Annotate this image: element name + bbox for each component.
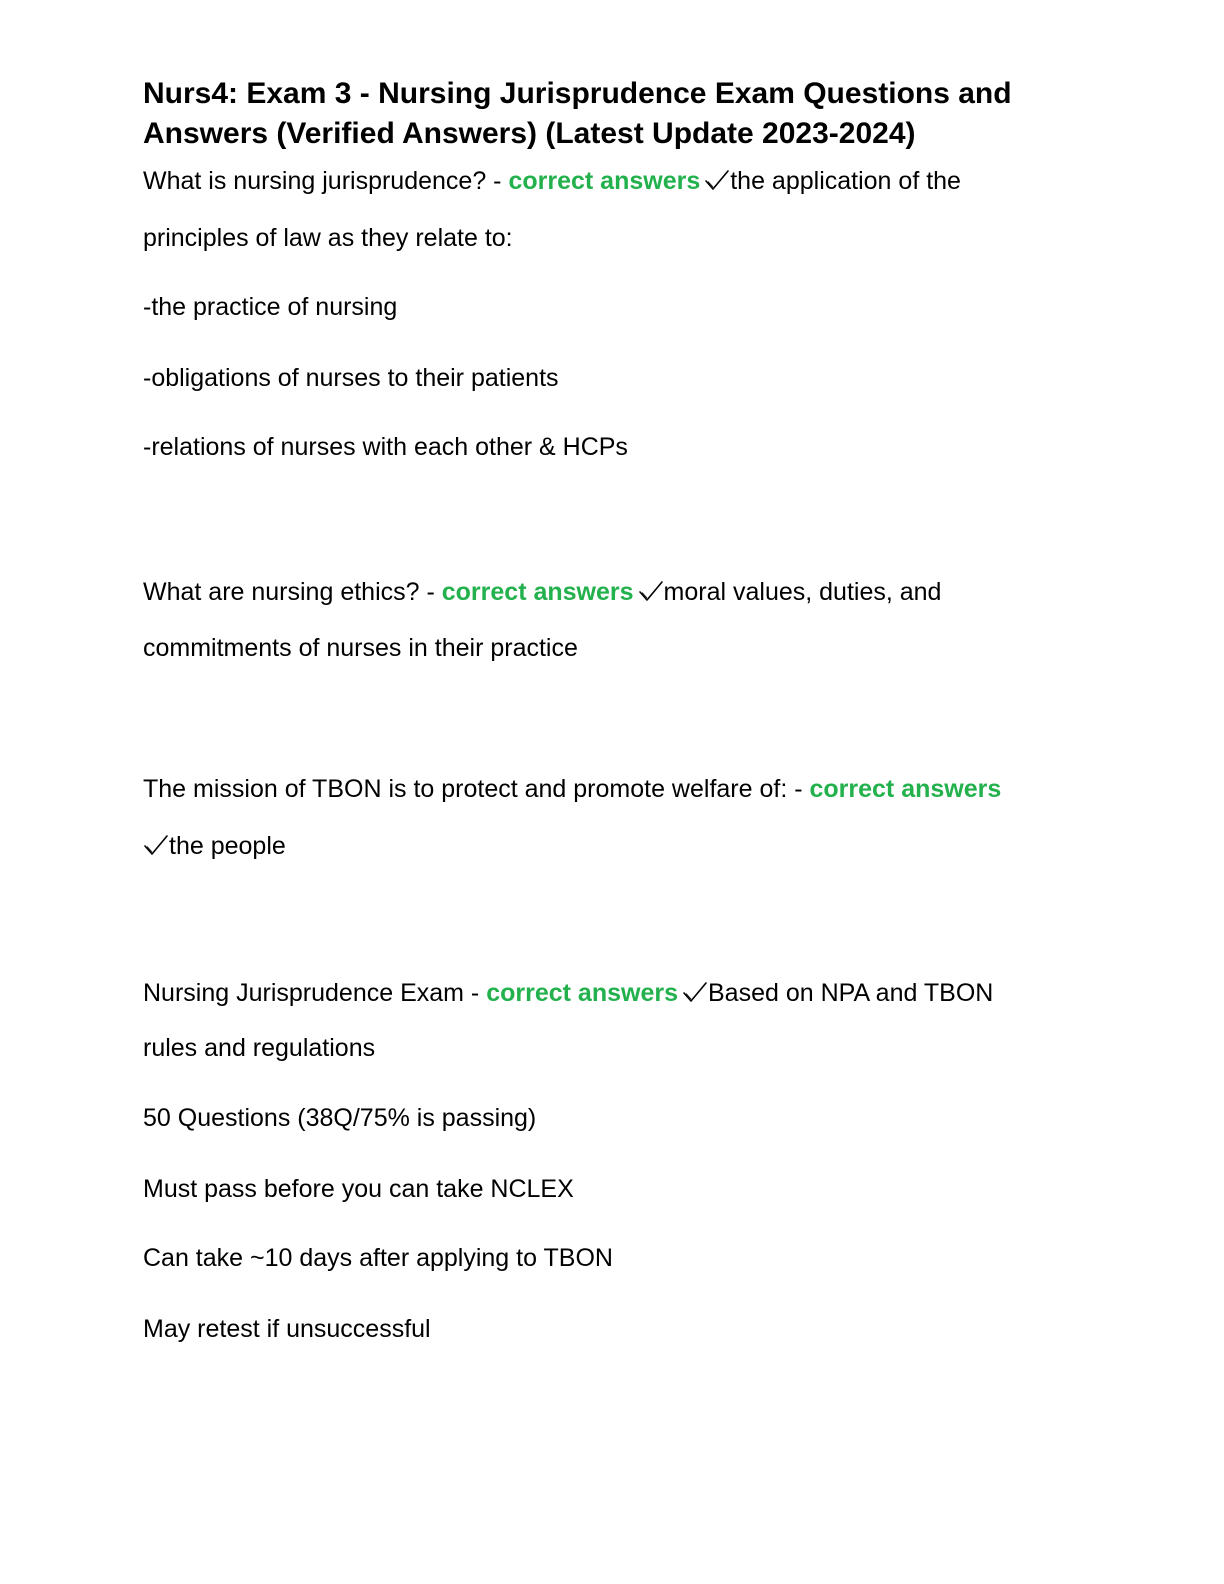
qa-item-3-answer-line (143, 829, 286, 863)
question-text: What is nursing jurisprudence? - (143, 167, 509, 195)
question-text: The mission of TBON is to protect and promote welfare of: - (143, 775, 810, 803)
answer-label: correct answers (486, 979, 678, 1007)
check-mark-icon (682, 980, 708, 1004)
answer-text: moral values, duties, and (663, 578, 942, 606)
check-mark-icon (638, 579, 664, 603)
answer-label: correct answers (809, 775, 1002, 803)
answer-line: -relations of nurses with each other & HCPs (143, 433, 628, 461)
answer-text: Based on NPA and TBON (707, 979, 994, 1007)
answer-line: May retest if unsuccessful (143, 1315, 431, 1343)
qa-item-4-question-line (143, 976, 993, 1010)
question-text: Nursing Jurisprudence Exam - (143, 979, 487, 1007)
answer-line: principles of law as they relate to: (143, 224, 513, 252)
answer-label: correct answers (508, 167, 701, 195)
answer-text: the people (169, 832, 286, 860)
qa-item-3-question-line (143, 772, 1001, 806)
document-title: Nurs4: Exam 3 - Nursing Jurisprudence Exam Questions and Answers (Verified Answers) (Latest Update 2023-2024) (143, 77, 1012, 150)
answer-text: the application of the (730, 167, 961, 195)
check-mark-icon (704, 168, 730, 192)
check-mark-icon (143, 833, 169, 857)
answer-line: 50 Questions (38Q/75% is passing) (143, 1104, 537, 1132)
answer-line: -obligations of nurses to their patients (143, 364, 559, 392)
answer-line: -the practice of nursing (143, 293, 398, 321)
answer-line: Can take ~10 days after applying to TBON (143, 1244, 613, 1272)
question-text: What are nursing ethics? - (143, 578, 442, 606)
answer-label: correct answers (441, 578, 634, 606)
qa-item-2-question-line (143, 575, 941, 609)
answer-line: rules and regulations (143, 1034, 376, 1062)
answer-line: commitments of nurses in their practice (143, 634, 578, 662)
qa-item-1-question-line (143, 164, 961, 198)
answer-line: Must pass before you can take NCLEX (143, 1175, 574, 1203)
